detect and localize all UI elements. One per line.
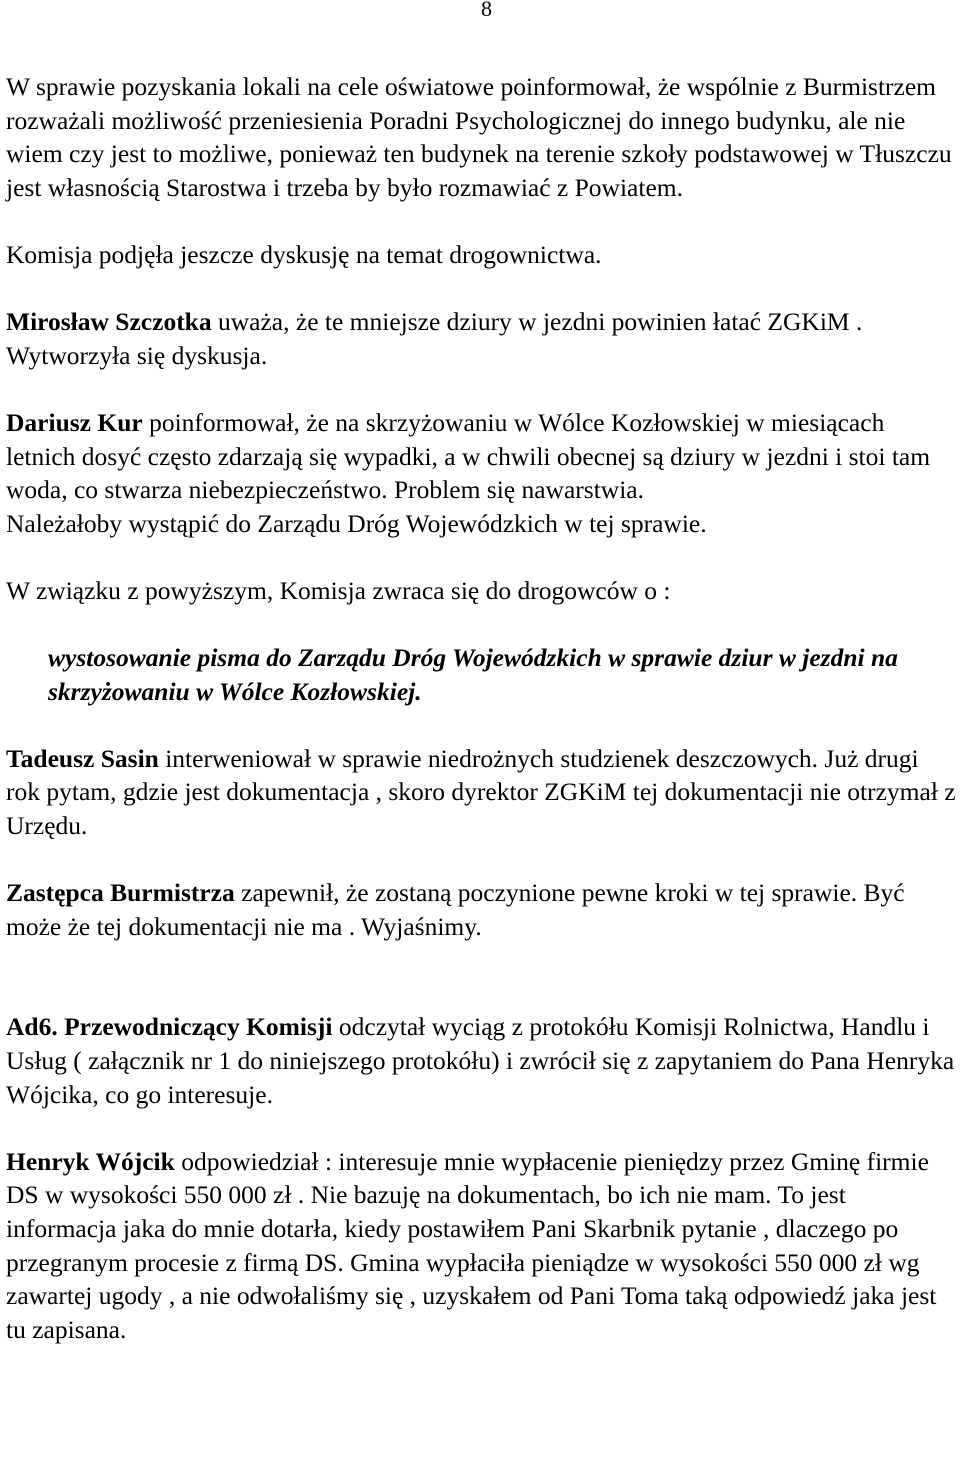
paragraph-text: interweniował w sprawie niedrożnych studzienek deszczowych. Już drugi rok pytam, gdzie jest dokumentacja , skoro dyrektor ZGKiM tej dokumentacji nie otrzymał z Urzędu. — [6, 743, 956, 841]
paragraph-oswiata: W sprawie pozyskania lokali na cele oświatowe poinformował, że wspólnie z Burmistrzem rozważali możliwość przeniesienia Poradni Psychologicznej do innego budynku, ale nie wiem czy jest to możliwe, ponieważ ten budynek na terenie szkoły podstawowej w Tłuszczu jest własnością Starostwa i trzeba by było rozmawiać z Powiatem. — [6, 72, 952, 202]
agenda-item-number: Ad6. — [6, 1012, 58, 1042]
paragraph-szczotka — [6, 305, 956, 372]
page-number: 8 — [481, 0, 492, 21]
paragraph-text: odpowiedział : interesuje mnie wypłacenie pieniędzy przez Gminę firmie DS w wysokości 550 000 zł . Nie bazuję na dokumentach, bo ich nie mam. To jest informacja jaka do mnie dotarła, kiedy postawiłem Pani Skarbnik pytanie , dlaczego po przegranym procesie z firmą DS. Gmina wypłaciła pieniądze w wysokości 550 000 zł wg zawartej ugody , a nie odwołaliśmy się , uzyskałem od Pani Toma taką odpowiedź jaka jest tu zapisana. — [6, 1146, 937, 1344]
speaker-name: Przewodniczący Komisji — [64, 1012, 333, 1042]
paragraph-wniosek-intro: W związku z powyższym, Komisja zwraca się do drogowców o : — [6, 575, 671, 605]
paragraph-ad6 — [6, 1010, 956, 1111]
paragraph-text: uważa, że te mniejsze dziury w jezdni powinien łatać ZGKiM . Wytworzyła się dyskusja. — [6, 307, 863, 370]
resolution-text: wystosowanie pisma do Zarządu Dróg Wojewódzkich w sprawie dziur w jezdni na skrzyżowaniu w Wólce Kozłowskiej. — [48, 643, 898, 706]
paragraph-zastepca — [6, 876, 956, 943]
paragraph-sasin — [6, 742, 956, 843]
speaker-name: Henryk Wójcik — [6, 1146, 175, 1176]
paragraph-text: odczytał wyciąg z protokółu Komisji Rolnictwa, Handlu i Usług ( załącznik nr 1 do niniejszego protokółu) i zwrócił się z zapytaniem do Pana Henryka Wójcika, co go interesuje. — [6, 1012, 955, 1109]
paragraph-zarzad-drog: Należałoby wystąpić do Zarządu Dróg Wojewódzkich w tej sprawie. — [6, 508, 707, 538]
document-body — [6, 70, 956, 1380]
speaker-name: Mirosław Szczotka — [6, 307, 212, 337]
speaker-name: Tadeusz Sasin — [6, 743, 159, 773]
paragraph-drogownictwo: Komisja podjęła jeszcze dyskusję na temat drogownictwa. — [6, 239, 602, 269]
paragraph-wojcik — [6, 1145, 956, 1347]
paragraph-kur — [6, 406, 956, 507]
speaker-name: Zastępca Burmistrza — [6, 878, 235, 908]
paragraph-text: poinformował, że na skrzyżowaniu w Wólce Kozłowskiej w miesiącach letnich dosyć często zdarzają się wypadki, a w chwili obecnej są dziury w jezdni i stoi tam woda, co stwarza niebezpieczeństwo. Problem się nawarstwia. — [6, 407, 931, 505]
speaker-name: Dariusz Kur — [6, 407, 143, 437]
paragraph-text: zapewnił, że zostaną poczynione pewne kroki w tej sprawie. Być może że tej dokumentacji nie ma . Wyjaśnimy. — [6, 878, 905, 941]
